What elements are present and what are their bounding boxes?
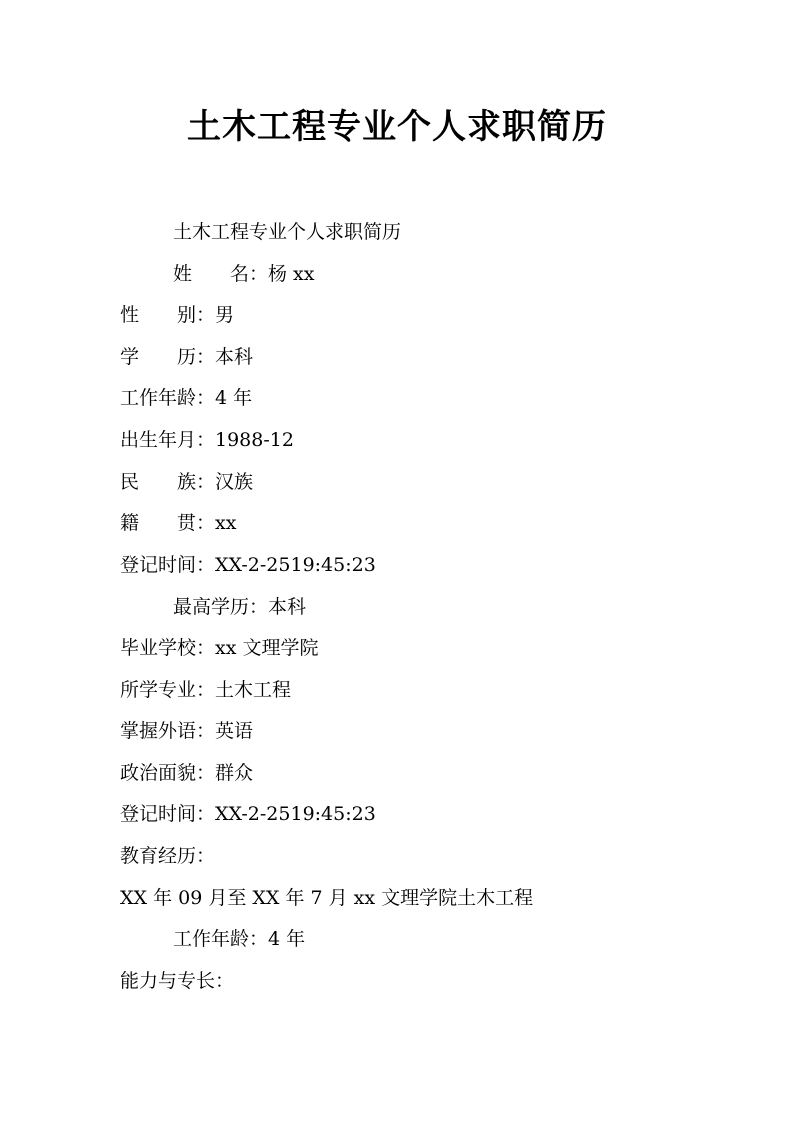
work-years-line: 工作年龄：4 年 bbox=[120, 387, 253, 409]
graduated-school-line: 毕业学校：xx 文理学院 bbox=[120, 637, 319, 659]
gender-line: 性 别：男 bbox=[120, 304, 235, 326]
work-years-line-2: 工作年龄：4 年 bbox=[173, 928, 306, 950]
ethnicity-line: 民 族：汉族 bbox=[120, 471, 254, 493]
education-history-heading: 教育经历： bbox=[120, 845, 216, 867]
political-status-line: 政治面貌：群众 bbox=[120, 762, 254, 784]
birth-date-line: 出生年月：1988-12 bbox=[120, 429, 294, 451]
foreign-language-line: 掌握外语：英语 bbox=[120, 720, 254, 742]
skills-heading: 能力与专长： bbox=[120, 970, 235, 992]
major-line: 所学专业：土木工程 bbox=[120, 679, 292, 701]
education-history-entry: XX 年 09 月至 XX 年 7 月 xx 文理学院土木工程 bbox=[120, 887, 534, 909]
registration-time-line: 登记时间：XX-2-2519:45:23 bbox=[120, 554, 376, 576]
native-place-line: 籍 贯：xx bbox=[120, 512, 237, 534]
name-line: 姓 名：杨 xx bbox=[173, 263, 315, 285]
document-title: 土木工程专业个人求职简历 bbox=[187, 107, 607, 147]
subtitle-line: 土木工程专业个人求职简历 bbox=[173, 221, 402, 243]
education-level-line: 学 历：本科 bbox=[120, 346, 254, 368]
registration-time-line-2: 登记时间：XX-2-2519:45:23 bbox=[120, 803, 376, 825]
highest-education-line: 最高学历：本科 bbox=[173, 596, 307, 618]
